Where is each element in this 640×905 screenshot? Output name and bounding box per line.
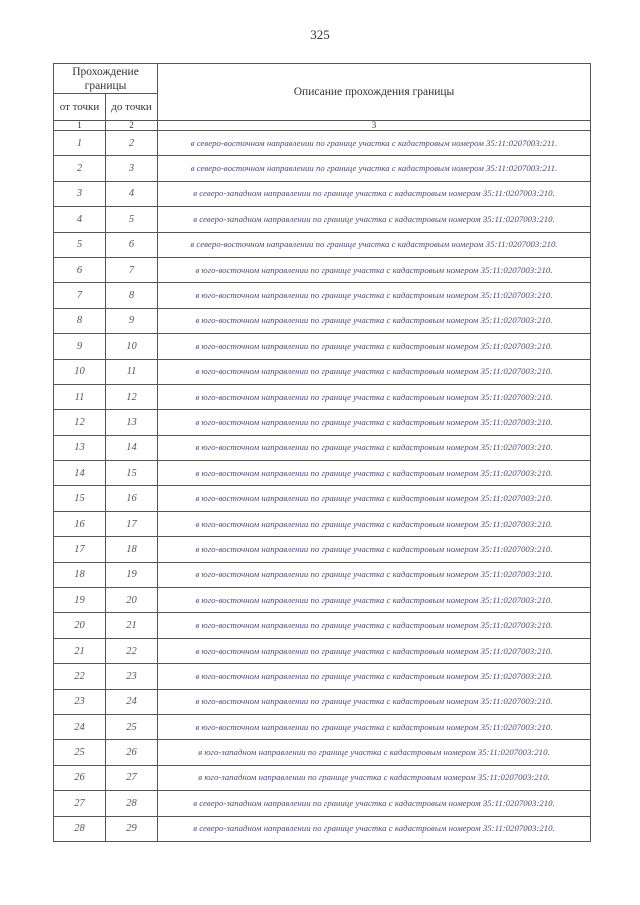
from-point-cell: 7 bbox=[54, 283, 106, 308]
boundary-description-table bbox=[53, 63, 591, 842]
from-point-cell: 28 bbox=[54, 816, 106, 841]
table-row bbox=[54, 232, 591, 257]
to-point-cell: 27 bbox=[106, 765, 158, 790]
table-row bbox=[54, 714, 591, 739]
table-row bbox=[54, 359, 591, 384]
from-point-cell: 4 bbox=[54, 207, 106, 232]
description-cell: в юго-восточном направлении по границе участка с кадастровым номером 35:11:0207003:210. bbox=[158, 511, 591, 536]
to-point-cell: 13 bbox=[106, 410, 158, 435]
from-point-cell: 17 bbox=[54, 537, 106, 562]
to-point-cell: 5 bbox=[106, 207, 158, 232]
table-row bbox=[54, 461, 591, 486]
description-cell: в юго-восточном направлении по границе участка с кадастровым номером 35:11:0207003:210. bbox=[158, 384, 591, 409]
from-point-cell: 16 bbox=[54, 511, 106, 536]
description-cell: в северо-восточном направлении по границе участка с кадастровым номером 35:11:0207003:211. bbox=[158, 131, 591, 156]
description-cell: в северо-восточном направлении по границе участка с кадастровым номером 35:11:0207003:211. bbox=[158, 156, 591, 181]
from-point-cell: 13 bbox=[54, 435, 106, 460]
table-row bbox=[54, 511, 591, 536]
description-cell: в северо-западном направлении по границе участка с кадастровым номером 35:11:0207003:210. bbox=[158, 816, 591, 841]
table-row bbox=[54, 283, 591, 308]
from-point-cell: 14 bbox=[54, 461, 106, 486]
table-row bbox=[54, 791, 591, 816]
description-cell: в юго-восточном направлении по границе участка с кадастровым номером 35:11:0207003:210. bbox=[158, 308, 591, 333]
description-cell: в юго-восточном направлении по границе участка с кадастровым номером 35:11:0207003:210. bbox=[158, 486, 591, 511]
column-number-3: 3 bbox=[158, 121, 591, 131]
table-row bbox=[54, 334, 591, 359]
table-row bbox=[54, 384, 591, 409]
table-row bbox=[54, 638, 591, 663]
from-point-cell: 9 bbox=[54, 334, 106, 359]
table-row bbox=[54, 131, 591, 156]
table-row bbox=[54, 257, 591, 282]
description-cell: в северо-западном направлении по границе участка с кадастровым номером 35:11:0207003:210. bbox=[158, 791, 591, 816]
from-point-cell: 10 bbox=[54, 359, 106, 384]
from-point-cell: 6 bbox=[54, 257, 106, 282]
description-cell: в юго-восточном направлении по границе участка с кадастровым номером 35:11:0207003:210. bbox=[158, 714, 591, 739]
to-point-cell: 24 bbox=[106, 689, 158, 714]
column-number-2: 2 bbox=[106, 121, 158, 131]
description-cell: в юго-западном направлении по границе участка с кадастровым номером 35:11:0207003:210. bbox=[158, 765, 591, 790]
from-point-cell: 2 bbox=[54, 156, 106, 181]
from-point-cell: 18 bbox=[54, 562, 106, 587]
to-point-cell: 11 bbox=[106, 359, 158, 384]
from-point-cell: 21 bbox=[54, 638, 106, 663]
from-point-cell: 20 bbox=[54, 613, 106, 638]
to-point-cell: 8 bbox=[106, 283, 158, 308]
to-point-cell: 3 bbox=[106, 156, 158, 181]
from-point-cell: 12 bbox=[54, 410, 106, 435]
to-point-cell: 19 bbox=[106, 562, 158, 587]
from-point-cell: 15 bbox=[54, 486, 106, 511]
table-row bbox=[54, 308, 591, 333]
table-row bbox=[54, 562, 591, 587]
description-cell: в юго-восточном направлении по границе участка с кадастровым номером 35:11:0207003:210. bbox=[158, 410, 591, 435]
description-cell: в юго-восточном направлении по границе участка с кадастровым номером 35:11:0207003:210. bbox=[158, 435, 591, 460]
description-cell: в юго-восточном направлении по границе участка с кадастровым номером 35:11:0207003:210. bbox=[158, 588, 591, 613]
description-cell: в юго-восточном направлении по границе участка с кадастровым номером 35:11:0207003:210. bbox=[158, 613, 591, 638]
table-row bbox=[54, 588, 591, 613]
from-point-cell: 25 bbox=[54, 740, 106, 765]
description-cell: в северо-западном направлении по границе участка с кадастровым номером 35:11:0207003:210. bbox=[158, 181, 591, 206]
to-point-cell: 23 bbox=[106, 664, 158, 689]
description-cell: в северо-западном направлении по границе участка с кадастровым номером 35:11:0207003:210. bbox=[158, 207, 591, 232]
from-point-cell: 23 bbox=[54, 689, 106, 714]
to-point-cell: 25 bbox=[106, 714, 158, 739]
description-cell: в юго-западном направлении по границе участка с кадастровым номером 35:11:0207003:210. bbox=[158, 740, 591, 765]
from-point-cell: 26 bbox=[54, 765, 106, 790]
table-body bbox=[54, 131, 591, 842]
to-point-cell: 7 bbox=[106, 257, 158, 282]
description-cell: в юго-восточном направлении по границе участка с кадастровым номером 35:11:0207003:210. bbox=[158, 562, 591, 587]
from-point-cell: 24 bbox=[54, 714, 106, 739]
description-cell: в юго-восточном направлении по границе участка с кадастровым номером 35:11:0207003:210. bbox=[158, 689, 591, 714]
table-row bbox=[54, 613, 591, 638]
table-row bbox=[54, 156, 591, 181]
header-description: Описание прохождения границы bbox=[158, 64, 591, 121]
to-point-cell: 21 bbox=[106, 613, 158, 638]
to-point-cell: 12 bbox=[106, 384, 158, 409]
header-from-point: от точки bbox=[54, 94, 106, 121]
from-point-cell: 19 bbox=[54, 588, 106, 613]
table-row bbox=[54, 537, 591, 562]
description-cell: в юго-восточном направлении по границе участка с кадастровым номером 35:11:0207003:210. bbox=[158, 257, 591, 282]
description-cell: в юго-восточном направлении по границе участка с кадастровым номером 35:11:0207003:210. bbox=[158, 359, 591, 384]
table-row bbox=[54, 207, 591, 232]
description-cell: в юго-восточном направлении по границе участка с кадастровым номером 35:11:0207003:210. bbox=[158, 664, 591, 689]
from-point-cell: 5 bbox=[54, 232, 106, 257]
table-row bbox=[54, 435, 591, 460]
description-cell: в юго-восточном направлении по границе участка с кадастровым номером 35:11:0207003:210. bbox=[158, 537, 591, 562]
page-number: 325 bbox=[310, 27, 330, 42]
from-point-cell: 11 bbox=[54, 384, 106, 409]
table-row bbox=[54, 689, 591, 714]
to-point-cell: 18 bbox=[106, 537, 158, 562]
description-cell: в северо-восточном направлении по границе участка с кадастровым номером 35:11:0207003:210. bbox=[158, 232, 591, 257]
table-row bbox=[54, 486, 591, 511]
column-number-1: 1 bbox=[54, 121, 106, 131]
from-point-cell: 22 bbox=[54, 664, 106, 689]
from-point-cell: 27 bbox=[54, 791, 106, 816]
to-point-cell: 9 bbox=[106, 308, 158, 333]
table-row bbox=[54, 765, 591, 790]
table-row bbox=[54, 410, 591, 435]
to-point-cell: 29 bbox=[106, 816, 158, 841]
to-point-cell: 16 bbox=[106, 486, 158, 511]
to-point-cell: 10 bbox=[106, 334, 158, 359]
to-point-cell: 14 bbox=[106, 435, 158, 460]
table-row bbox=[54, 664, 591, 689]
table-row bbox=[54, 181, 591, 206]
description-cell: в юго-восточном направлении по границе участка с кадастровым номером 35:11:0207003:210. bbox=[158, 334, 591, 359]
description-cell: в юго-восточном направлении по границе участка с кадастровым номером 35:11:0207003:210. bbox=[158, 638, 591, 663]
to-point-cell: 6 bbox=[106, 232, 158, 257]
header-passage: Прохождение границы bbox=[54, 64, 158, 94]
from-point-cell: 1 bbox=[54, 131, 106, 156]
to-point-cell: 2 bbox=[106, 131, 158, 156]
description-cell: в юго-восточном направлении по границе участка с кадастровым номером 35:11:0207003:210. bbox=[158, 461, 591, 486]
to-point-cell: 26 bbox=[106, 740, 158, 765]
from-point-cell: 3 bbox=[54, 181, 106, 206]
to-point-cell: 17 bbox=[106, 511, 158, 536]
description-cell: в юго-восточном направлении по границе участка с кадастровым номером 35:11:0207003:210. bbox=[158, 283, 591, 308]
table-row bbox=[54, 740, 591, 765]
to-point-cell: 28 bbox=[106, 791, 158, 816]
to-point-cell: 20 bbox=[106, 588, 158, 613]
header-to-point: до точки bbox=[106, 94, 158, 121]
from-point-cell: 8 bbox=[54, 308, 106, 333]
to-point-cell: 15 bbox=[106, 461, 158, 486]
table-row bbox=[54, 816, 591, 841]
to-point-cell: 22 bbox=[106, 638, 158, 663]
to-point-cell: 4 bbox=[106, 181, 158, 206]
